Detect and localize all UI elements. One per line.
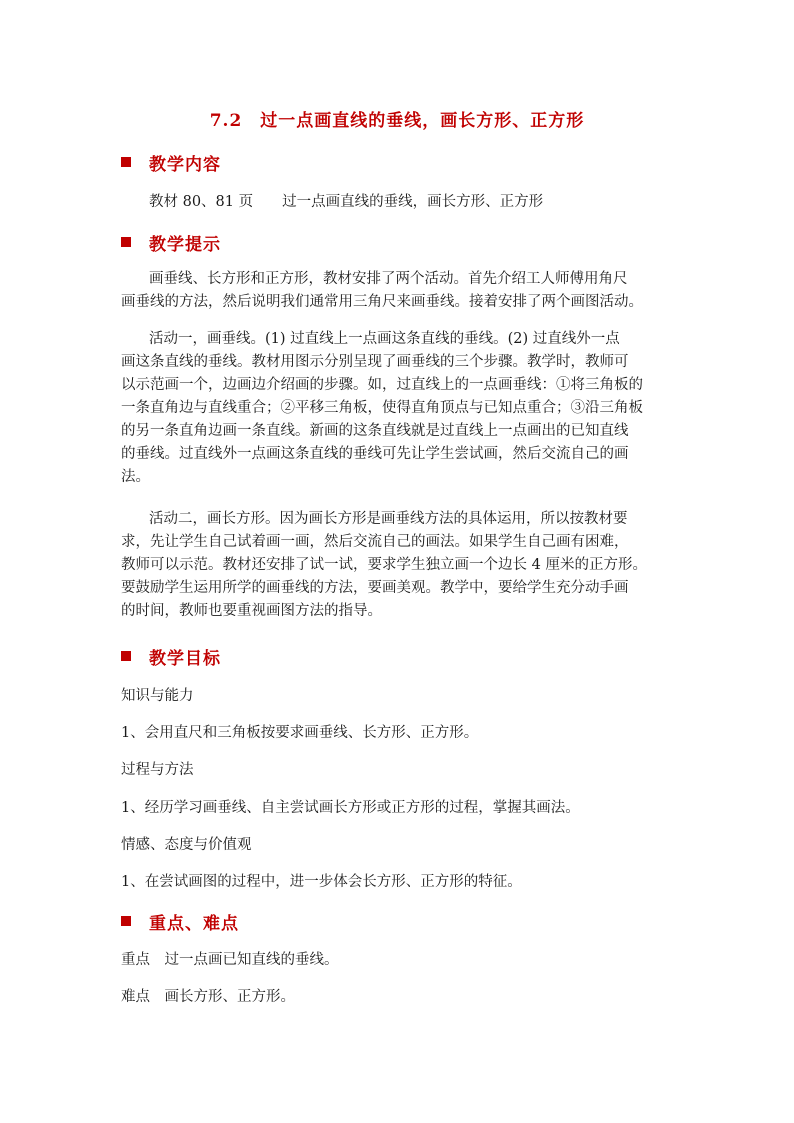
paragraph-line: 教师可以示范。教材还安排了试一试，要求学生独立画一个边长 4 厘米的正方形。 (121, 557, 647, 573)
paragraph-line: 一条直角边与直线重合；②平移三角板，使得直角顶点与已知点重合；③沿三角板 (121, 400, 643, 416)
goal-category-process: 过程与方法 (121, 762, 194, 778)
section-heading-keypoints (121, 909, 239, 933)
page-title: 7.2 过一点画直线的垂线，画长方形、正方形 (209, 111, 585, 131)
section-heading-goals (121, 644, 221, 668)
section-heading-hints (121, 230, 221, 254)
paragraph-line: 活动一，画垂线。(1) 过直线上一点画这条直线的垂线。(2) 过直线外一点 (149, 331, 620, 347)
square-bullet-icon (121, 157, 131, 167)
goal-category-knowledge: 知识与能力 (121, 688, 194, 704)
section-heading-content (121, 150, 221, 174)
paragraph-line: 的时间，教师也要重视画图方法的指导。 (121, 603, 382, 619)
paragraph-line: 画这条直线的垂线。教材用图示分别呈现了画垂线的三个步骤。教学时，教师可 (121, 354, 629, 370)
goal-item-knowledge: 1、会用直尺和三角板按要求画垂线、长方形、正方形。 (121, 725, 479, 741)
key-point: 重点 过一点画已知直线的垂线。 (121, 952, 339, 968)
hints-paragraph-3 (121, 508, 681, 623)
paragraph-line: 要鼓励学生运用所学的画垂线的方法，要画美观。教学中，要给学生充分动手画 (121, 580, 629, 596)
goal-category-attitude: 情感、态度与价值观 (121, 837, 252, 853)
paragraph-line: 画垂线、长方形和正方形，教材安排了两个活动。首先介绍工人师傅用角尺 (149, 271, 628, 287)
section-heading-text: 重点、难点 (149, 913, 239, 934)
section-heading-text: 教学内容 (149, 154, 221, 175)
paragraph-line: 以示范画一个，边画边介绍画的步骤。如，过直线上的一点画垂线：①将三角板的 (121, 377, 643, 393)
square-bullet-icon (121, 237, 131, 247)
square-bullet-icon (121, 651, 131, 661)
paragraph-line: 画垂线的方法，然后说明我们通常用三角尺来画垂线。接着安排了两个画图活动。 (121, 294, 643, 310)
hints-paragraph-1 (121, 268, 681, 314)
section-heading-text: 教学目标 (149, 648, 221, 669)
difficult-point: 难点 画长方形、正方形。 (121, 989, 295, 1005)
hints-paragraph-2 (121, 328, 681, 489)
paragraph-line: 的另一条直角边画一条直线。新画的这条直线就是过直线上一点画出的已知直线 (121, 423, 629, 439)
paragraph-line: 求，先让学生自己试着画一画，然后交流自己的画法。如果学生自己画有困难， (121, 534, 629, 550)
goal-item-attitude: 1、在尝试画图的过程中，进一步体会长方形、正方形的特征。 (121, 874, 522, 890)
paragraph-line: 法。 (121, 469, 150, 485)
goal-item-process: 1、经历学习画垂线、自主尝试画长方形或正方形的过程，掌握其画法。 (121, 800, 580, 816)
paragraph-line: 的垂线。过直线外一点画这条直线的垂线可先让学生尝试画，然后交流自己的画 (121, 446, 629, 462)
section-heading-text: 教学提示 (149, 234, 221, 255)
content-text: 教材 80、81 页 过一点画直线的垂线，画长方形、正方形 (149, 194, 544, 210)
square-bullet-icon (121, 916, 131, 926)
paragraph-line: 活动二，画长方形。因为画长方形是画垂线方法的具体运用，所以按教材要 (149, 511, 628, 527)
